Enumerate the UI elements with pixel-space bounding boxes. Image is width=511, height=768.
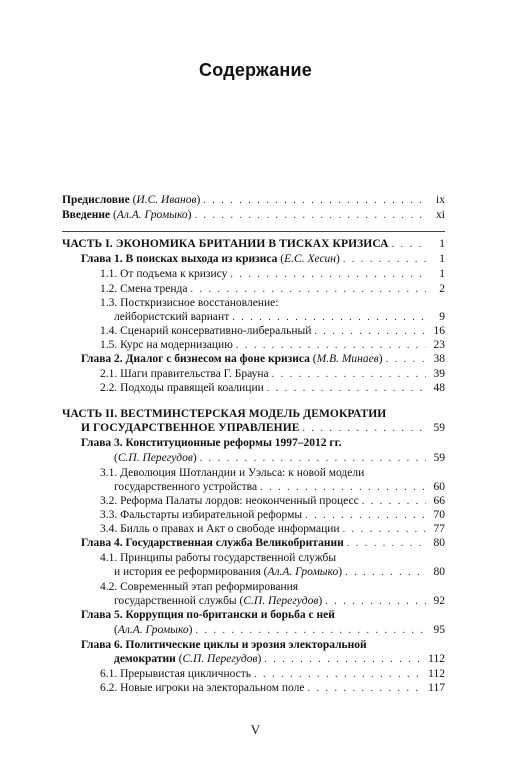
entry-author: И.С. Иванов	[136, 194, 197, 206]
entry-label: Введение	[62, 209, 111, 221]
entry-label: Глава 2. Диалог с бизнесом на фоне кризиса	[81, 353, 310, 365]
leader-dots	[200, 452, 426, 466]
toc-section	[100, 667, 445, 682]
leader-dots	[190, 283, 426, 297]
entry-page: 80	[433, 566, 445, 578]
toc-chapter-2: Глава 2. Диалог с бизнесом на фоне кризиса (М.В. Минаев) . . . 38	[81, 352, 445, 367]
toc-section	[114, 310, 445, 325]
entry-author: С.П. Перегудов	[243, 595, 319, 607]
toc-chapter-3-label: Глава 3. Конституционные реформы 1997–2012 гг.	[81, 437, 342, 449]
toc-section: и история ее реформирования (Ал.А. Громыко) . . . 80	[114, 565, 445, 580]
toc-section	[100, 522, 445, 537]
entry-author: Ал.А. Громыко	[116, 209, 188, 221]
entry-author: Ал.А. Громыко	[117, 624, 189, 636]
entry-page: ix	[436, 194, 445, 206]
leader-dots	[343, 253, 426, 267]
entry-page: 59	[433, 452, 445, 464]
leader-dots	[267, 382, 426, 396]
entry-label-continued: и история ее реформирования	[114, 566, 261, 578]
leader-dots	[307, 682, 425, 696]
entry-author: С.П. Перегудов	[117, 452, 193, 464]
entry-label: 1.2. Смена тренда	[100, 283, 188, 295]
toc-chapter-5-label: Глава 5. Коррупция по-британски и борьба с ней	[81, 609, 335, 621]
toc-section	[100, 267, 445, 282]
entry-label: 1.3. Посткризисное восстановление:	[100, 297, 279, 309]
toc-chapter-4	[81, 536, 445, 551]
entry-label: 3.3. Фальстарты избирательной реформы	[100, 509, 303, 521]
entry-page: 1	[439, 268, 445, 280]
part-title-continued: И ГОСУДАРСТВЕННОЕ УПРАВЛЕНИЕ	[81, 422, 300, 434]
leader-dots	[343, 523, 426, 537]
leader-dots	[236, 339, 426, 353]
divider	[62, 231, 445, 232]
leader-dots	[347, 537, 426, 551]
entry-author: Ал.А. Громыко	[267, 566, 339, 578]
toc-entry-preface: Предисловие (И.С. Иванов) . . . ix	[62, 193, 445, 208]
entry-label: 3.4. Билль о правах и Акт о свободе информации	[100, 523, 340, 535]
entry-label: 4.2. Современный этап реформирования	[100, 581, 299, 593]
leader-dots	[392, 238, 426, 252]
entry-label: 2.2. Подходы правящей коалиции	[100, 382, 264, 394]
part-title: ЧАСТЬ I. ЭКОНОМИКА БРИТАНИИ В ТИСКАХ КРИЗИСА	[62, 238, 389, 250]
entry-label: 3.1. Деволюция Шотландии и Уэльса: к новой модели	[100, 467, 365, 479]
toc-section	[100, 367, 445, 382]
leader-dots	[194, 209, 426, 223]
entry-page: 9	[439, 311, 445, 323]
toc-chapter-5: (Ал.А. Громыко) . . . 95	[114, 623, 445, 638]
toc-part-2	[81, 421, 445, 436]
leader-dots	[264, 653, 425, 667]
leader-dots	[305, 509, 426, 523]
entry-page: 77	[433, 523, 445, 535]
entry-label-continued: государственной службы	[114, 595, 237, 607]
entry-label-continued: демократии	[114, 653, 176, 665]
entry-label: 1.4. Сценарий консервативно-либеральный	[100, 325, 312, 337]
leader-dots	[386, 353, 426, 367]
entry-label: 1.1. От подъема к кризису	[100, 268, 228, 280]
entry-author: Е.С. Хесин	[284, 253, 336, 265]
toc-section	[100, 508, 445, 523]
leader-dots	[272, 368, 426, 382]
leader-dots	[303, 422, 426, 436]
entry-page: 1	[439, 238, 445, 250]
entry-author: С.П. Перегудов	[182, 653, 258, 665]
leader-dots	[260, 481, 426, 495]
entry-page: 95	[433, 624, 445, 636]
entry-page: 39	[433, 368, 445, 380]
leader-dots	[203, 194, 426, 208]
entry-author: М.В. Минаев	[316, 353, 379, 365]
entry-label: 6.2. Новые игроки на электоральном поле	[100, 682, 305, 694]
entry-page: 92	[433, 595, 445, 607]
toc-section	[100, 494, 445, 509]
entry-label: 2.1. Шаги правительства Г. Брауна	[100, 368, 269, 380]
entry-page: 60	[433, 481, 445, 493]
entry-label: 4.1. Принципы работы государственной службы	[100, 552, 337, 564]
toc-section	[100, 381, 445, 396]
entry-page: 112	[428, 668, 445, 680]
entry-page: 2	[439, 283, 445, 295]
leader-dots	[325, 595, 426, 609]
toc-section: государственной службы (С.П. Перегудов) . . . 92	[114, 594, 445, 609]
entry-page: 80	[433, 537, 445, 549]
entry-page: 16	[433, 325, 445, 337]
toc-entry-introduction: Введение (Ал.А. Громыко) . . . xi	[62, 208, 445, 223]
entry-page: 23	[433, 339, 445, 351]
toc-chapter-3: (С.П. Перегудов) . . . 59	[114, 451, 445, 466]
leader-dots	[362, 495, 426, 509]
leader-dots	[254, 668, 425, 682]
toc-section	[100, 338, 445, 353]
leader-dots	[314, 325, 426, 339]
toc-section	[100, 324, 445, 339]
toc-section	[114, 480, 445, 495]
page-title: Содержание	[199, 60, 312, 80]
entry-page: 70	[433, 509, 445, 521]
entry-label: 1.5. Курс на модернизацию	[100, 339, 233, 351]
toc-section	[100, 282, 445, 297]
entry-label: Глава 4. Государственная служба Великобритании	[81, 537, 344, 549]
entry-label-continued: лейбористский вариант	[114, 311, 230, 323]
entry-label-continued: государственного устройства	[114, 481, 258, 493]
leader-dots	[230, 268, 426, 282]
entry-page: 48	[433, 382, 445, 394]
entry-page: 117	[428, 682, 445, 694]
part-title: ЧАСТЬ II. ВЕСТМИНСТЕРСКАЯ МОДЕЛЬ ДЕМОКРАТИИ	[62, 408, 387, 420]
leader-dots	[195, 624, 426, 638]
entry-label: 6.1. Прерывистая цикличность	[100, 668, 252, 680]
entry-page: 59	[433, 422, 445, 434]
leader-dots	[232, 311, 426, 325]
toc-chapter-6-label: Глава 6. Политические циклы и эрозия электоральной	[81, 639, 367, 651]
entry-label: Глава 1. В поисках выхода из кризиса	[81, 253, 278, 265]
entry-label: Предисловие	[62, 194, 130, 206]
toc-chapter-6: демократии (С.П. Перегудов) . . . 112	[114, 652, 445, 667]
entry-page: xi	[436, 209, 445, 221]
toc-chapter-1: Глава 1. В поисках выхода из кризиса (Е.С. Хесин) . . . 1	[81, 252, 445, 267]
toc-part-1	[62, 237, 445, 252]
entry-page: 38	[433, 353, 445, 365]
page-number: V	[250, 722, 261, 737]
leader-dots	[345, 566, 426, 580]
entry-page: 66	[433, 495, 445, 507]
toc-section	[100, 681, 445, 696]
entry-page: 112	[428, 653, 445, 665]
entry-label: 3.2. Реформа Палаты лордов: неоконченный процесс	[100, 495, 359, 507]
entry-page: 1	[439, 253, 445, 265]
